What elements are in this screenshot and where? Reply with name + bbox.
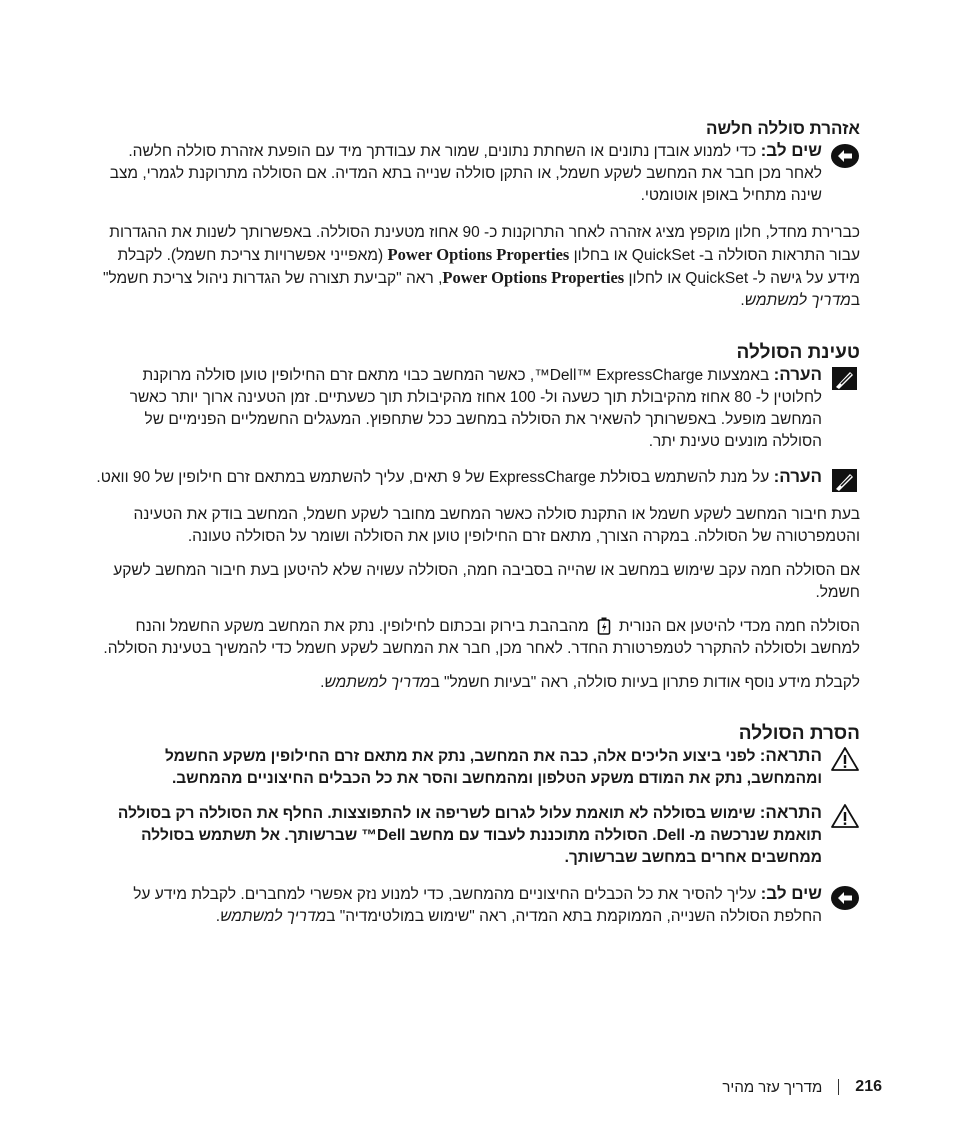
- caution-text: שימוש בסוללה לא תואמת עלול לגרום לשריפה או להתפוצצות. החלף את הסוללה רק בסוללה תואמת שנרכשה מ- Dell. הסוללה מתוכננת לעבוד עם מחשב Dell™ שברשותך. אל תשתמש בסוללה ממחשבים אחרים במחשב שברשותך.: [117, 805, 822, 866]
- note-text: באמצעות Dell™ ExpressCharge™, כאשר המחשב כבוי מתאם זרם החילופין טוען סוללה מרוקנת לחלוטין ל- 80 אחוז מהקיבולת תוך כשעה ול- 100 אחוז מהקיבולת תוך כשעתיים. זמן הטעינה ארוך יותר כאשר המחשב מופעל. באפשרותך להשאיר את הסוללה במחשב ככל שתחפוץ. המעגלים החשמליים הפנימיים של הסוללה מונעים טעינת יתר.: [129, 367, 822, 450]
- note-icon: [830, 468, 860, 494]
- note-9-cell: [96, 466, 860, 489]
- paragraph-connect: בעת חיבור המחשב לשקע חשמל או התקנת סוללה כאשר המחשב מחובר לשקע חשמל, המחשב בודק את הטעינה והטמפרטורה של הסוללה. במקרה הצורך, מתאם זרם החילופין טוען את הסוללה ושומר על הסוללה טעונה.: [133, 506, 860, 545]
- guide-title: מדריך למשתמש: [744, 292, 851, 309]
- paragraph-troubleshoot: לקבלת מידע נוסף אודות פתרון בעיות סוללה, ראה "בעיות חשמל" במדריך למשתמש.: [320, 674, 860, 691]
- paragraph-default-warning: כברירת מחדל, חלון מוקפץ מציג אזהרה לאחר התרוקנות כ- 90 אחוז מטעינת הסוללה. באפשרותך לשנות את ההגדרות עבור התראות הסוללה ב- QuickSet או בחלון Power Options Properties (מאפייני אפשרויות צריכת חשמל). לקבלת מידע על גישה ל- QuickSet או לחלון Power Options Properties, ראה "קביעת תצורה של הגדרות ניהול צריכת חשמל" במדריך למשתמש.: [102, 224, 860, 309]
- guide-title: מדריך למשתמש: [324, 674, 431, 691]
- caution-incompatible-battery: [96, 802, 860, 869]
- guide-title: מדריך למשתמש: [220, 908, 327, 925]
- paragraph-hot-battery: אם הסוללה חמה עקב שימוש במחשב או שהייה בסביבה חמה, הסוללה עשויה שלא להיטען בעת חיבור המחשב לשקע חשמל.: [113, 562, 860, 601]
- heading-charging: טעינת הסוללה: [736, 342, 860, 363]
- warning-triangle-icon: [830, 803, 860, 829]
- paragraph-light-blink: הסוללה חמה מכדי להיטען אם הנוריתמהבהבת בירוק ובכתום לחילופין. נתק את המחשב משקע החשמל והנח למחשב ולסוללה להתקרר לטמפרטורת החדר. לאחר מכן, חבר את המחשב לשקע חשמל כדי להמשיך בטעינת הסוללה.: [103, 618, 860, 657]
- caution-before-procedure: [96, 745, 860, 790]
- power-options-properties: Power Options Properties: [387, 245, 570, 264]
- notice-icon: [830, 143, 860, 169]
- battery-light-icon: [597, 617, 611, 635]
- caution-text: לפני ביצוע הליכים אלה, כבה את המחשב, נתק את מתאם זרם החילופין משקע החשמל ומהמחשב, נתק את המודם משקע הטלפון ומהמחשב והסר את כל הכבלים החיצוניים מהמחשב.: [164, 748, 822, 787]
- page-number: 216: [855, 1078, 882, 1095]
- notice-text: כדי למנוע אובדן נתונים או השחתת נתונים, שמור את עבודתך מיד עם הופעת אזהרת סוללה חלשה. לאחר מכן חבר את המחשב לשקע חשמל, או התקן סוללה שנייה בתא המדיה. אם הסוללה מתרוקנת לגמרי, מצב שינה מתחיל באופן אוטומטי.: [109, 143, 822, 204]
- footer-divider: [838, 1079, 839, 1095]
- notice-low-battery: [96, 140, 860, 207]
- notice-icon: [830, 885, 860, 911]
- note-label: הערה:: [773, 365, 822, 384]
- note-text: על מנת להשתמש בסוללת ExpressCharge של 9 תאים, עליך להשתמש במתאם זרם חילופין של 90 וואט.: [96, 469, 770, 486]
- power-options-properties: Power Options Properties: [442, 268, 625, 287]
- footer-title: מדריך עזר מהיר: [722, 1078, 823, 1096]
- warning-triangle-icon: [830, 746, 860, 772]
- notice-label: שים לב:: [760, 884, 822, 903]
- note-expresscharge: [96, 364, 860, 453]
- page-content: [96, 118, 860, 928]
- heading-low-battery: אזהרת סוללה חלשה: [706, 119, 860, 138]
- note-label: הערה:: [773, 467, 822, 486]
- caution-label: התראה:: [759, 746, 822, 765]
- note-icon: [830, 366, 860, 392]
- heading-removing: הסרת הסוללה: [738, 723, 860, 744]
- page-footer: [722, 1078, 882, 1096]
- caution-label: התראה:: [759, 803, 822, 822]
- notice-cables: שים לב: עליך להסיר את כל הכבלים החיצוניים מהמחשב, כדי למנוע נזק אפשרי למחברים. לקבלת מידע על החלפת הסוללה השנייה, הממוקמת בתא המדיה, ראה "שימוש במולטימדיה" במדריך למשתמש.: [96, 883, 860, 928]
- notice-label: שים לב:: [760, 141, 822, 160]
